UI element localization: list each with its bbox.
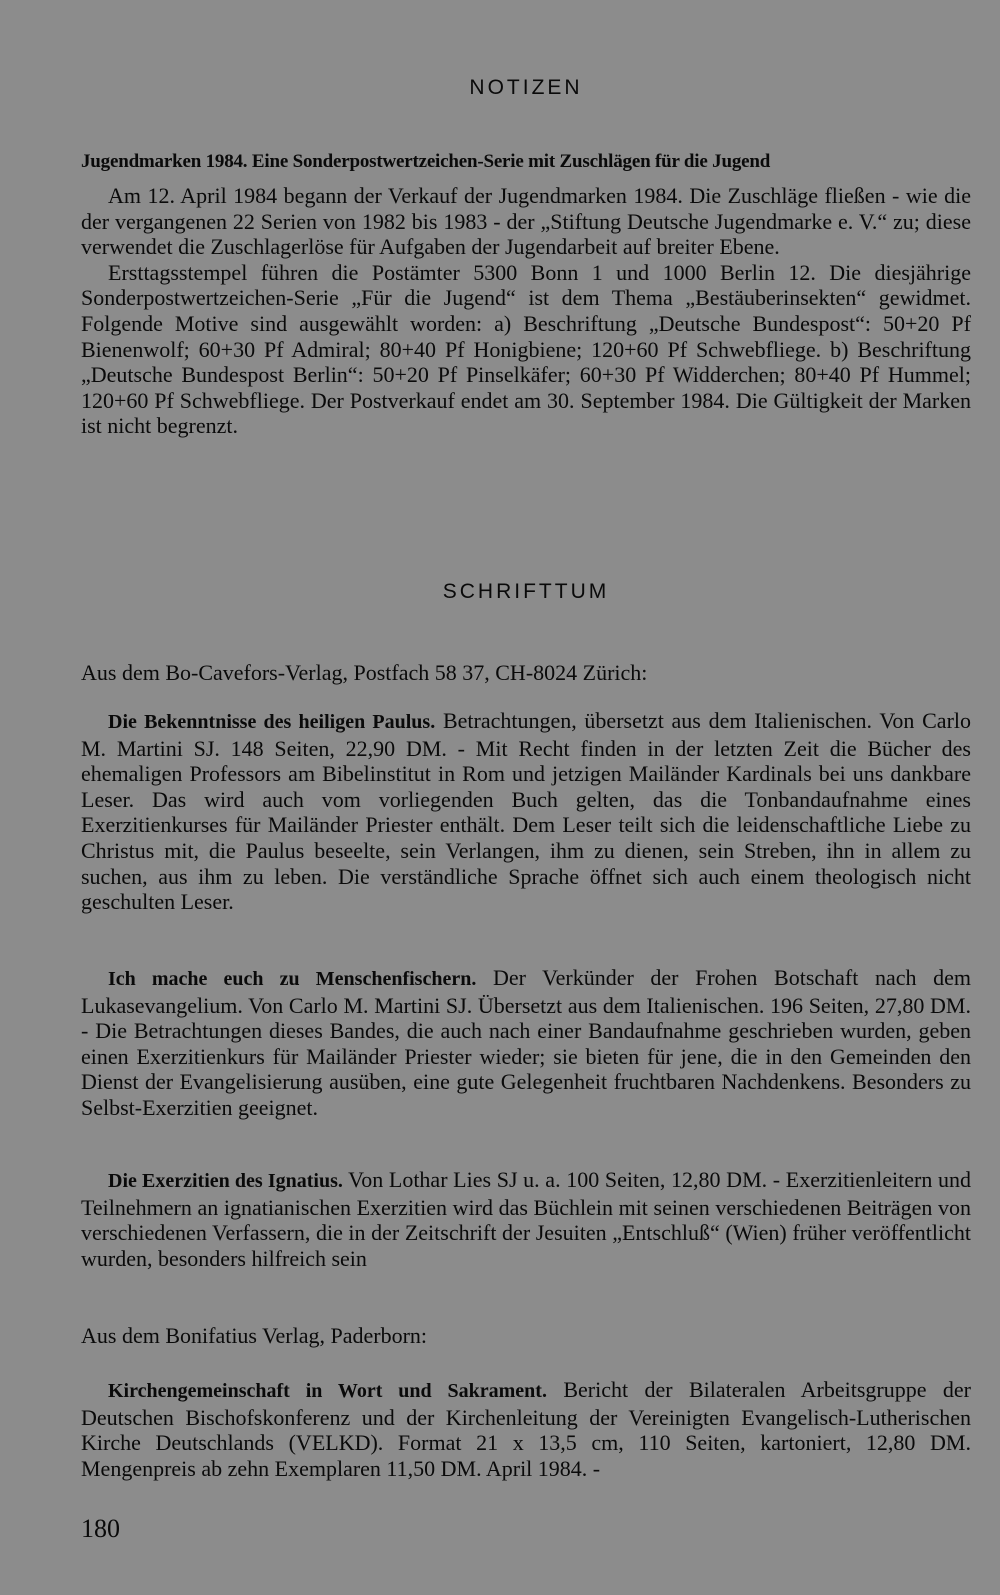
article-title: Jugendmarken 1984. Eine Sonderpostwertzeichen-Serie mit Zuschlägen für die Jugend <box>81 151 771 172</box>
review-title: Ich mache euch zu Menschenfischern. <box>108 968 477 990</box>
page-number: 180 <box>81 1514 120 1543</box>
publisher-name: Aus dem Bo-Cavefors-Verlag, Postfach 58 37, CH-8024 Zürich: <box>81 660 648 685</box>
review-kirchengemeinschaft <box>81 1377 971 1481</box>
review-text: Betrachtungen, übersetzt aus dem Italienischen. Von Carlo M. Martini SJ. 148 Seiten, 22,90 DM. - Mit Recht finden in der letzten Zeit die Bücher des ehemaligen Professors am Bibelinstitut in Rom und jetzigen Mailänder Kardinals bei uns dankbare Leser. Das wird auch vom vorliegenden Buch gelten, das die Tonbandaufnahme eines Exerzitienkurses für Mailänder Priester enthält. Dem Leser teilt sich die leidenschaftliche Liebe zu Christus mit, die Paulus beseelte, sein Verlangen, ihm zu dienen, sein Streben, ihn in allem zu suchen, aus ihm zu leben. Die verständliche Sprache öffnet sich auch einem theologisch nicht geschulten Leser. <box>81 708 972 915</box>
publisher-line-2 <box>81 1323 971 1349</box>
review-text: Der Verkünder der Frohen Botschaft nach dem Lukasevangelium. Von Carlo M. Martini SJ. Übersetzt aus dem Italienischen. 196 Seiten, 27,80 DM. - Die Betrachtungen dieses Bandes, die auch nach einer Bandaufnahme geschrieben wurden, geben einen Exerzitienkurs für Mailänder Priester wieder; sie bieten für jene, die in den Gemeinden den Dienst der Evangelisierung ausüben, eine gute Gelegenheit fruchtbaren Nachdenkens. Besonders zu Selbst-Exerzitien geeignet. <box>81 965 972 1120</box>
review-title: Die Bekenntnisse des heiligen Paulus. <box>108 711 436 733</box>
paragraph: Am 12. April 1984 begann der Verkauf der Jugendmarken 1984. Die Zuschläge fließen - wie die der vergangenen 22 Serien von 1982 bis 1983 - der „Stiftung Deutsche Jugendmarke e. V.“ zu; diese verwendet die Zuschlagerlöse für Aufgaben der Jugendarbeit auf breiter Ebene. <box>81 183 971 260</box>
section-heading-notizen: NOTIZEN <box>469 76 583 99</box>
review-title: Kirchengemeinschaft in Wort und Sakrament. <box>108 1380 547 1402</box>
publisher-name: Aus dem Bonifatius Verlag, Paderborn: <box>81 1323 428 1348</box>
review-text: Bericht der Bilateralen Arbeitsgruppe der Deutschen Bischofskonferenz und der Kirchenleitung der Vereinigten Evangelisch-Lutherischen Kirche Deutschlands (VELKD). Format 21 x 13,5 cm, 110 Seiten, kartoniert, 12,80 DM. Mengenpreis ab zehn Exemplaren 11,50 DM. April 1984. - <box>81 1377 971 1481</box>
review-title: Die Exerzitien des Ignatius. <box>108 1170 343 1192</box>
review-paulus <box>81 708 971 915</box>
publisher-line-1 <box>81 660 971 686</box>
review-menschenfischern <box>81 965 971 1121</box>
article-jugendmarken <box>81 151 971 173</box>
paragraph: Ersttagsstempel führen die Postämter 5300 Bonn 1 und 1000 Berlin 12. Die diesjährige Sonderpostwertzeichen-Serie „Für die Jugend“ ist dem Thema „Bestäuberinsekten“ gewidmet. Folgende Motive sind ausgewählt worden: a) Beschriftung „Deutsche Bundespost“: 50+20 Pf Bienenwolf; 60+30 Pf Admiral; 80+40 Pf Honigbiene; 120+60 Pf Schwebfliege. b) Beschriftung „Deutsche Bundespost Berlin“: 50+20 Pf Pinselkäfer; 60+30 Pf Widderchen; 80+40 Pf Hummel; 120+60 Pf Schwebfliege. Der Postverkauf endet am 30. September 1984. Die Gültigkeit der Marken ist nicht begrenzt. <box>81 259 971 439</box>
review-text: Von Lothar Lies SJ u. a. 100 Seiten, 12,80 DM. - Exerzitienleitern und Teilnehmern an ignatianischen Exerzitien wird das Büchlein mit seinen verschiedenen Beiträgen von verschiedenen Verfassern, die in der Zeitschrift der Jesuiten „Entschluß“ (Wien) früher veröffentlicht wurden, besonders hilfreich sein <box>81 1167 972 1271</box>
section-heading-schrifttum: SCHRIFTTUM <box>442 580 610 603</box>
review-exerzitien <box>81 1167 971 1271</box>
notizen-body <box>81 183 971 439</box>
